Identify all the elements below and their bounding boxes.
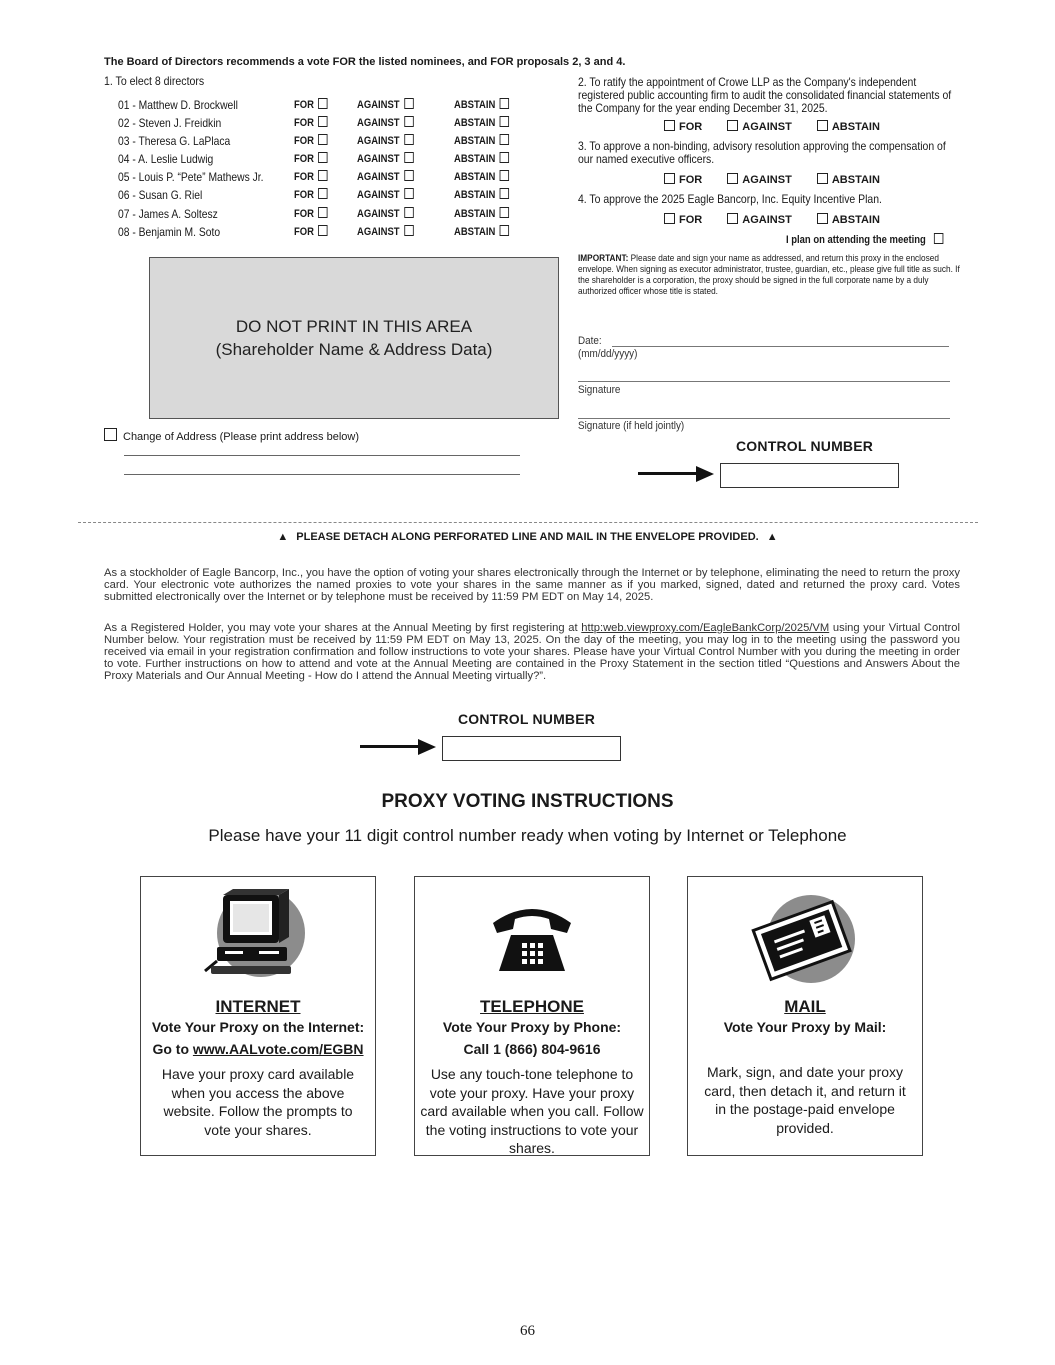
internet-voting-link[interactable]: www.AALvote.com/EGBN <box>192 1041 364 1057</box>
important-text: Please date and sign your name as addressed, and return this proxy in the enclosed envelope. When signing as executor administrator, trustee, guardian, etc., please give full title as such. If the shareholder is a corporation, the proxy should be signed in the full corporate name by a duly authorized officer whose title is stated. <box>578 253 960 297</box>
nominee-for-label: FOR <box>294 171 314 183</box>
important-notice <box>578 253 961 297</box>
nominee-for-option <box>294 207 328 220</box>
signature-field[interactable] <box>578 381 950 382</box>
proposal-3-abstain-checkbox[interactable] <box>817 173 828 184</box>
nominee-row <box>118 225 538 243</box>
nominee-for-label: FOR <box>294 208 314 220</box>
nominee-abstain-option <box>454 170 509 183</box>
nominee-against-option <box>357 152 413 165</box>
nominee-abstain-label: ABSTAIN <box>454 135 496 147</box>
control-number-label-top: CONTROL NUMBER <box>736 438 874 454</box>
nominee-name: 06 - Susan G. Riel <box>118 188 203 202</box>
nominee-abstain-checkbox[interactable] <box>500 134 509 145</box>
mail-voting-box <box>687 876 923 1156</box>
nominee-name: 07 - James A. Soltesz <box>118 207 218 221</box>
proposal-4-abstain-checkbox[interactable] <box>817 213 828 224</box>
nominee-against-option <box>357 207 413 220</box>
attend-meeting-row <box>786 233 943 246</box>
nominee-row <box>118 188 538 206</box>
electronic-voting-paragraph: As a stockholder of Eagle Bancorp, Inc., you have the option of voting your shares electronically through the Internet or by telephone, eliminating the need to return the proxy card. Your electronic vote authorizes the named proxies to vote your shares in the same manner as if you marked, signed, dated and returned the proxy card. Votes submitted electronically over the Internet or by telephone must be received by 11:59 PM EDT on May 14, 2025. <box>104 567 960 603</box>
nominee-against-checkbox[interactable] <box>404 225 413 236</box>
nominee-abstain-label: ABSTAIN <box>454 208 496 220</box>
arrow-right-icon <box>696 466 714 482</box>
mail-subtitle: Vote Your Proxy by Mail: <box>723 1019 887 1035</box>
detach-text: PLEASE DETACH ALONG PERFORATED LINE AND MAIL IN THE ENVELOPE PROVIDED. <box>296 531 759 543</box>
nominee-for-option <box>294 170 328 183</box>
nominee-row <box>118 98 538 116</box>
nominee-abstain-checkbox[interactable] <box>500 188 509 199</box>
change-of-address <box>104 428 359 443</box>
nominee-row <box>118 170 538 188</box>
nominee-against-label: AGAINST <box>357 226 400 238</box>
nominee-against-label: AGAINST <box>357 208 400 220</box>
proposal-3-against-checkbox[interactable] <box>727 173 738 184</box>
nominee-row <box>118 134 538 152</box>
change-of-address-checkbox[interactable] <box>104 428 117 441</box>
nominee-for-checkbox[interactable] <box>318 207 327 218</box>
proposal-4-against-checkbox[interactable] <box>727 213 738 224</box>
proposal-4-abstain-label: ABSTAIN <box>831 214 880 226</box>
proposal-3-text: 3. To approve a non-binding, advisory resolution approving the compensation of our named executive officers. <box>578 139 946 166</box>
proposal-2-abstain-label: ABSTAIN <box>831 121 880 133</box>
proposal-2-text: 2. To ratify the appointment of Crowe LLP as the Company's independent registered public accounting firm to audit the consolidated financial statements of the Company for the year ending December 31, 2025. <box>578 75 952 115</box>
nominee-against-label: AGAINST <box>357 189 400 201</box>
nominee-for-label: FOR <box>294 117 314 129</box>
nominee-for-label: FOR <box>294 153 314 165</box>
registration-link[interactable]: http:web.viewproxy.com/EagleBankCorp/2025/VM <box>581 622 830 634</box>
nominee-for-label: FOR <box>294 226 314 238</box>
control-number-box-top[interactable] <box>720 463 899 488</box>
important-label: IMPORTANT: <box>578 253 629 264</box>
telephone-call-number[interactable]: Call 1 (866) 804-9616 <box>463 1041 601 1057</box>
nominee-abstain-checkbox[interactable] <box>500 170 509 181</box>
nominee-against-option <box>357 170 413 183</box>
computer-icon <box>141 889 375 984</box>
nominee-against-label: AGAINST <box>357 135 400 147</box>
nominee-for-option <box>294 152 328 165</box>
nominee-abstain-label: ABSTAIN <box>454 189 496 201</box>
nominee-name: 08 - Benjamin M. Soto <box>118 225 221 239</box>
nominee-abstain-label: ABSTAIN <box>454 153 496 165</box>
nominee-name: 05 - Louis P. “Pete” Mathews Jr. <box>118 170 264 184</box>
signature-joint-label: Signature (if held jointly) <box>578 420 685 432</box>
detach-instruction <box>0 531 1055 543</box>
nominee-against-option <box>357 116 413 129</box>
proposal-4-for-checkbox[interactable] <box>664 213 675 224</box>
control-number-box-bottom[interactable] <box>442 736 621 761</box>
telephone-icon <box>415 901 649 996</box>
nominee-abstain-checkbox[interactable] <box>500 225 509 236</box>
registered-holder-text-2: using your Virtual Control Number below. Your registration must be received by 11:59 PM EDT on May 13, 2025. On the day of the meeting, you may log in to the meeting using the password you received via email in your registration confirmation and follow instructions to vote your shares. Please have your Virtual Control Number with you during the meeting in order to vote. Further instructions on how to attend and vote at the Annual Meeting are contained in the Proxy Statement in the section titled “Questions and Answers About the Proxy Materials and Our Annual Meeting - How do I attend the Annual Meeting virtually?”. <box>104 622 960 682</box>
nominee-for-checkbox[interactable] <box>318 170 327 181</box>
nominee-abstain-option <box>454 116 509 129</box>
internet-voting-box <box>140 876 376 1156</box>
proposal-1-title: 1. To elect 8 directors <box>104 74 205 88</box>
change-of-address-label: Change of Address (Please print address below) <box>123 431 360 443</box>
proposal-3-for-label: FOR <box>679 174 703 186</box>
nominee-row <box>118 207 538 225</box>
nominee-for-label: FOR <box>294 99 314 111</box>
nominee-for-checkbox[interactable] <box>318 225 327 236</box>
date-field[interactable] <box>612 346 949 347</box>
internet-subtitle: Vote Your Proxy on the Internet: <box>151 1019 365 1035</box>
nominee-for-option <box>294 188 328 201</box>
nominee-against-label: AGAINST <box>357 153 400 165</box>
nominee-against-label: AGAINST <box>357 171 400 183</box>
nominee-for-checkbox[interactable] <box>318 116 327 127</box>
nominee-against-checkbox[interactable] <box>404 188 413 199</box>
page-number: 66 <box>520 1323 535 1339</box>
attend-meeting-label: I plan on attending the meeting <box>786 234 926 246</box>
nominee-for-checkbox[interactable] <box>318 188 327 199</box>
nominee-abstain-option <box>454 152 509 165</box>
nominee-abstain-option <box>454 188 509 201</box>
triangle-up-icon: ▲ <box>277 531 289 543</box>
nominee-abstain-option <box>454 225 509 238</box>
date-label: Date: <box>578 335 602 347</box>
nominee-against-checkbox[interactable] <box>404 134 413 145</box>
proxy-instructions-title: PROXY VOTING INSTRUCTIONS <box>381 791 674 812</box>
nominee-abstain-checkbox[interactable] <box>500 152 509 163</box>
triangle-up-icon: ▲ <box>766 531 778 543</box>
nominee-abstain-label: ABSTAIN <box>454 99 496 111</box>
nominee-abstain-label: ABSTAIN <box>454 226 496 238</box>
proposal-4-for-label: FOR <box>679 214 703 226</box>
nominee-for-checkbox[interactable] <box>318 98 327 109</box>
board-recommendation: The Board of Directors recommends a vote FOR the listed nominees, and FOR proposals 2, 3 and 4. <box>104 56 626 68</box>
nominee-abstain-checkbox[interactable] <box>500 116 509 127</box>
nominee-abstain-label: ABSTAIN <box>454 171 496 183</box>
mail-description: Mark, sign, and date your proxy card, then detach it, and return it in the postage-paid envelope provided. <box>704 1064 906 1136</box>
date-format-label: (mm/dd/yyyy) <box>578 348 638 360</box>
nominee-for-option <box>294 134 328 147</box>
nominee-row <box>118 152 538 170</box>
internet-goto <box>141 1041 375 1057</box>
nominee-for-option <box>294 116 328 129</box>
proposal-4-vote <box>664 213 902 226</box>
proposal-3-vote <box>664 173 902 186</box>
proposal-4-against-label: AGAINST <box>742 214 792 226</box>
control-number-label-bottom: CONTROL NUMBER <box>458 711 596 727</box>
proxy-instructions-subtitle: Please have your 11 digit control number ready when voting by Internet or Telephone <box>208 826 847 845</box>
nominee-against-checkbox[interactable] <box>404 170 413 181</box>
signature-label: Signature <box>578 384 621 396</box>
telephone-title: TELEPHONE <box>480 997 584 1016</box>
internet-description: Have your proxy card available when you access the above website. Follow the prompts to vote your shares. <box>161 1066 355 1138</box>
nominee-abstain-option <box>454 134 509 147</box>
envelope-icon <box>688 889 922 984</box>
nominee-against-option <box>357 188 413 201</box>
nominee-abstain-option <box>454 207 509 220</box>
perforated-line <box>78 522 978 523</box>
nominee-name: 01 - Matthew D. Brockwell <box>118 98 238 112</box>
nominee-row <box>118 116 538 134</box>
telephone-subtitle: Vote Your Proxy by Phone: <box>442 1019 622 1035</box>
proposal-4-text: 4. To approve the 2025 Eagle Bancorp, Inc. Equity Incentive Plan. <box>578 192 882 206</box>
proposal-3-abstain-label: ABSTAIN <box>831 174 880 186</box>
mail-title: MAIL <box>784 997 826 1016</box>
proposal-2-for-label: FOR <box>679 121 703 133</box>
telephone-voting-box <box>414 876 650 1156</box>
attend-meeting-checkbox[interactable] <box>934 233 943 244</box>
nominee-against-option <box>357 225 413 238</box>
nominee-against-option <box>357 98 413 111</box>
nominee-abstain-option <box>454 98 509 111</box>
nominee-name: 04 - A. Leslie Ludwig <box>118 152 214 166</box>
nominee-abstain-checkbox[interactable] <box>500 98 509 109</box>
nominee-for-option <box>294 225 328 238</box>
nominee-name: 03 - Theresa G. LaPlaca <box>118 134 231 148</box>
nominee-abstain-checkbox[interactable] <box>500 207 509 218</box>
arrow-right-icon <box>418 739 436 755</box>
registered-holder-paragraph <box>104 622 960 682</box>
nominee-for-label: FOR <box>294 135 314 147</box>
telephone-description: Use any touch-tone telephone to vote your proxy. Have your proxy card available when you call. Follow the voting instructions to vote your shares. <box>420 1066 644 1156</box>
do-not-print-area <box>149 257 559 419</box>
arrow-top-shaft <box>638 472 700 475</box>
do-not-print-line1: DO NOT PRINT IN THIS AREA <box>235 317 473 336</box>
nominee-against-checkbox[interactable] <box>404 98 413 109</box>
nominee-for-checkbox[interactable] <box>318 152 327 163</box>
proposal-3-against-label: AGAINST <box>742 174 792 186</box>
proposal-2-vote <box>664 120 902 133</box>
nominee-against-checkbox[interactable] <box>404 116 413 127</box>
nominee-for-label: FOR <box>294 189 314 201</box>
nominee-against-label: AGAINST <box>357 117 400 129</box>
nominee-against-label: AGAINST <box>357 99 400 111</box>
proposal-2-against-checkbox[interactable] <box>727 120 738 131</box>
nominee-against-option <box>357 134 413 147</box>
address-line-2[interactable] <box>124 474 520 475</box>
nominee-name: 02 - Steven J. Freidkin <box>118 116 222 130</box>
nominee-for-option <box>294 98 328 111</box>
proposal-3-for-checkbox[interactable] <box>664 173 675 184</box>
nominee-against-checkbox[interactable] <box>404 152 413 163</box>
internet-goto-prefix: Go to <box>152 1041 193 1057</box>
arrow-bottom-shaft <box>360 745 422 748</box>
address-line-1[interactable] <box>124 455 520 456</box>
signature-joint-field[interactable] <box>578 418 950 419</box>
proposal-2-abstain-checkbox[interactable] <box>817 120 828 131</box>
nominee-against-checkbox[interactable] <box>404 207 413 218</box>
proposal-2-for-checkbox[interactable] <box>664 120 675 131</box>
internet-title: INTERNET <box>215 997 301 1016</box>
proposal-2-against-label: AGAINST <box>742 121 792 133</box>
do-not-print-line2: (Shareholder Name & Address Data) <box>215 340 493 359</box>
nominee-abstain-label: ABSTAIN <box>454 117 496 129</box>
nominee-for-checkbox[interactable] <box>318 134 327 145</box>
registered-holder-text-1: As a Registered Holder, you may vote your shares at the Annual Meeting by first registering at <box>104 622 582 634</box>
